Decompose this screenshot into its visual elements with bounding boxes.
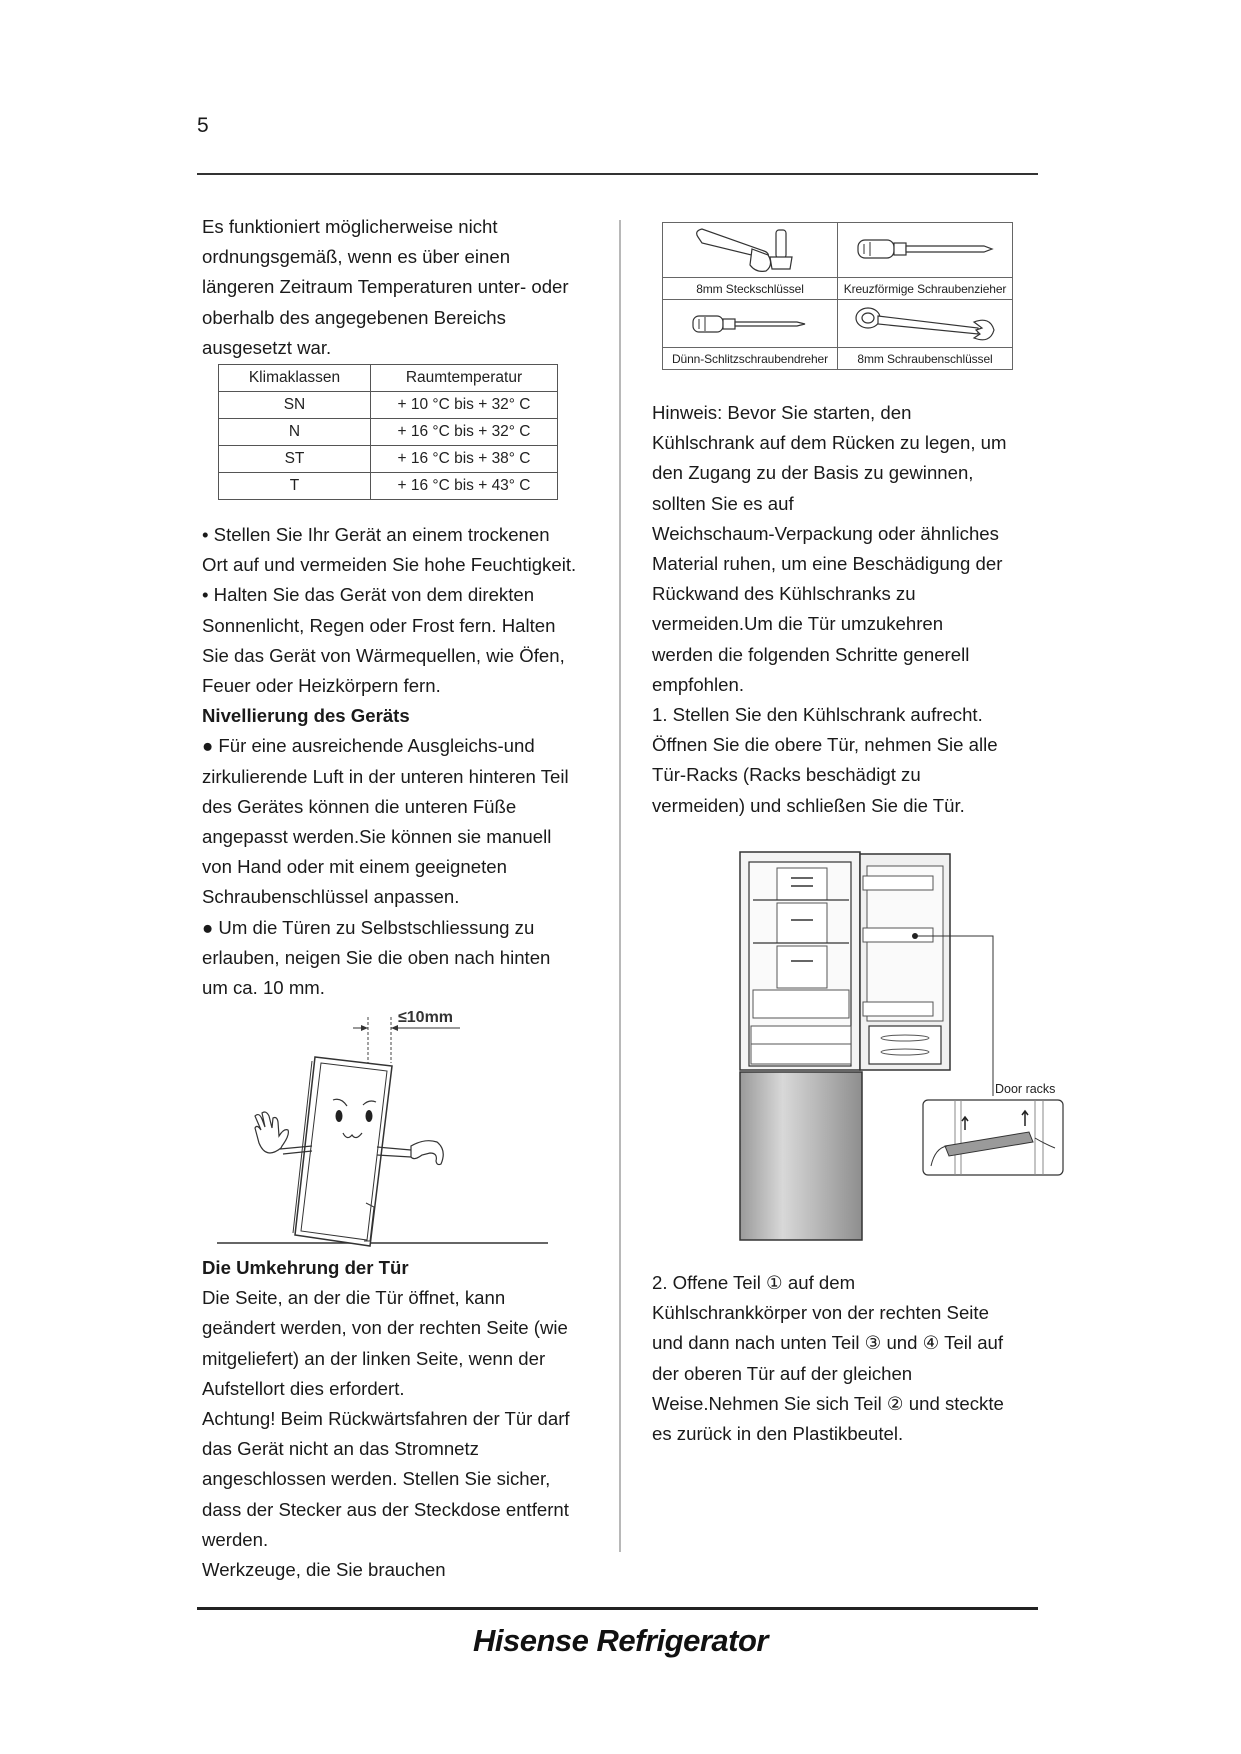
tools-table — [662, 222, 1013, 370]
tool-label: 8mm Schraubenschlüssel — [838, 348, 1013, 370]
text-line: Kühlschrankkörper von der rechten Seite — [652, 1302, 989, 1324]
text-line: werden die folgenden Schritte generell — [652, 643, 970, 665]
column-divider — [619, 220, 621, 1552]
text-line: Weichschaum-Verpackung oder ähnliches — [652, 522, 999, 544]
table-cell: + 16 °C bis + 38° C — [371, 446, 558, 473]
socket-wrench-icon — [690, 225, 810, 275]
flat-screwdriver-icon — [685, 309, 815, 339]
text-line: Aufstellort dies erfordert. — [202, 1377, 405, 1399]
text-line: oberhalb des angegebenen Bereichs — [202, 306, 506, 328]
table-cell: ST — [219, 446, 371, 473]
table-cell: + 16 °C bis + 43° C — [371, 473, 558, 500]
text-line: von Hand oder mit einem geeigneten — [202, 856, 507, 878]
tools-label-row — [663, 278, 1013, 300]
table-cell: + 10 °C bis + 32° C — [371, 392, 558, 419]
tool-label: 8mm Steckschlüssel — [663, 278, 838, 300]
column-header: Klimaklassen — [219, 365, 371, 392]
text-line: Feuer oder Heizkörpern fern. — [202, 675, 441, 697]
bullet-line: • Stellen Sie Ihr Gerät an einem trockenen — [202, 524, 550, 545]
text-line: Material ruhen, um eine Beschädigung der — [652, 553, 1003, 575]
text-line: werden. — [202, 1528, 269, 1550]
fridge-door-racks-illustration — [735, 848, 1065, 1243]
column-header: Raumtemperatur — [371, 365, 558, 392]
combination-wrench-icon — [850, 304, 1000, 344]
intro-paragraph — [202, 212, 612, 363]
phillips-screwdriver-icon — [850, 230, 1000, 270]
text-line: Hinweis: Bevor Sie starten, den — [652, 402, 912, 423]
door-reversal-section — [202, 1253, 612, 1585]
tools-image-row — [663, 223, 1013, 278]
bullet-line: ● Um die Türen zu Selbstschliessung zu — [202, 916, 535, 938]
tools-label-row — [663, 348, 1013, 370]
text-line: Schraubenschlüssel anpassen. — [202, 886, 460, 908]
text-line: erlauben, neigen Sie die oben nach hinten — [202, 946, 551, 968]
text-line: angepasst werden.Sie können sie manuell — [202, 826, 552, 848]
text-line: geändert werden, von der rechten Seite (wie — [202, 1317, 568, 1339]
text-line: Die Seite, an der die Tür öffnet, kann — [202, 1287, 506, 1309]
text-line: angeschlossen werden. Stellen Sie sicher, — [202, 1468, 551, 1490]
climate-class-table — [218, 364, 558, 500]
tilt-dimension-label: ≤10mm — [398, 1009, 454, 1026]
text-line: Sonnenlicht, Regen oder Frost fern. Halten — [202, 614, 556, 636]
table-row — [219, 446, 558, 473]
placement-section — [202, 520, 612, 1003]
step-2-section — [652, 1268, 1057, 1449]
text-line: der oberen Tür auf der gleichen — [652, 1362, 913, 1384]
text-line: dass der Stecker aus der Steckdose entfernt — [202, 1498, 569, 1520]
table-cell: N — [219, 419, 371, 446]
section-heading-leveling: Nivellierung des Geräts — [202, 705, 410, 727]
section-heading-door-reversal: Die Umkehrung der Tür — [202, 1257, 409, 1278]
text-line: Öffnen Sie die obere Tür, nehmen Sie alle — [652, 734, 998, 756]
table-cell: SN — [219, 392, 371, 419]
text-line: Achtung! Beim Rückwärtsfahren der Tür darf — [202, 1408, 570, 1430]
text-line: den Zugang zu der Basis zu gewinnen, — [652, 462, 974, 484]
table-header-row — [219, 365, 558, 392]
step-1-line: 1. Stellen Sie den Kühlschrank aufrecht. — [652, 704, 983, 726]
table-row — [219, 392, 558, 419]
text-line: Sie das Gerät von Wärmequellen, wie Öfen, — [202, 644, 565, 666]
tools-image-row — [663, 300, 1013, 348]
text-line: ordnungsgemäß, wenn es über einen — [202, 246, 511, 268]
text-line: Werkzeuge, die Sie brauchen — [202, 1559, 446, 1581]
note-section — [652, 398, 1057, 821]
table-row — [219, 473, 558, 500]
text-line: zirkulierende Luft in der unteren hinteren Teil — [202, 765, 569, 787]
text-line: empfohlen. — [652, 673, 744, 695]
page-number: 5 — [197, 114, 209, 137]
door-tilt-illustration — [215, 1003, 555, 1248]
text-line: vermeiden.Um die Tür umzukehren — [652, 613, 944, 635]
table-row — [219, 419, 558, 446]
text-line: Kühlschrank auf dem Rücken zu legen, um — [652, 432, 1007, 454]
text-line: längeren Zeitraum Temperaturen unter- oder — [202, 276, 569, 298]
text-line: das Gerät nicht an das Stromnetz — [202, 1438, 479, 1460]
tool-label: Kreuzförmige Schraubenzieher — [838, 278, 1013, 300]
door-racks-callout-label: Door racks — [995, 1082, 1056, 1096]
bullet-line: ● Für eine ausreichende Ausgleichs-und — [202, 735, 535, 757]
text-line: Weise.Nehmen Sie sich Teil ② und steckte — [652, 1392, 1004, 1414]
table-cell: T — [219, 473, 371, 500]
text-line: Ort auf und vermeiden Sie hohe Feuchtigkeit. — [202, 554, 577, 576]
text-line: des Gerätes können die unteren Füße — [202, 795, 517, 817]
text-line: mitgeliefert) an der linken Seite, wenn der — [202, 1347, 546, 1369]
tool-label: Dünn-Schlitzschraubendreher — [663, 348, 838, 370]
text-line: vermeiden) und schließen Sie die Tür. — [652, 794, 965, 816]
header-rule — [197, 173, 1038, 175]
text-line: Tür-Racks (Racks beschädigt zu — [652, 764, 921, 786]
footer-rule — [197, 1607, 1038, 1610]
text-line: ausgesetzt war. — [202, 336, 332, 358]
text-line: es zurück in den Plastikbeutel. — [652, 1423, 904, 1445]
text-line: Rückwand des Kühlschranks zu — [652, 583, 916, 605]
step-2-line: 2. Offene Teil ① auf dem — [652, 1272, 856, 1293]
bullet-line: • Halten Sie das Gerät von dem direkten — [202, 584, 535, 606]
table-cell: + 16 °C bis + 32° C — [371, 419, 558, 446]
text-line: Es funktioniert möglicherweise nicht — [202, 216, 498, 237]
text-line: sollten Sie es auf — [652, 492, 794, 514]
text-line: um ca. 10 mm. — [202, 977, 325, 999]
footer-brand: Hisense Refrigerator — [473, 1623, 768, 1658]
text-line: und dann nach unten Teil ③ und ④ Teil auf — [652, 1332, 1004, 1354]
